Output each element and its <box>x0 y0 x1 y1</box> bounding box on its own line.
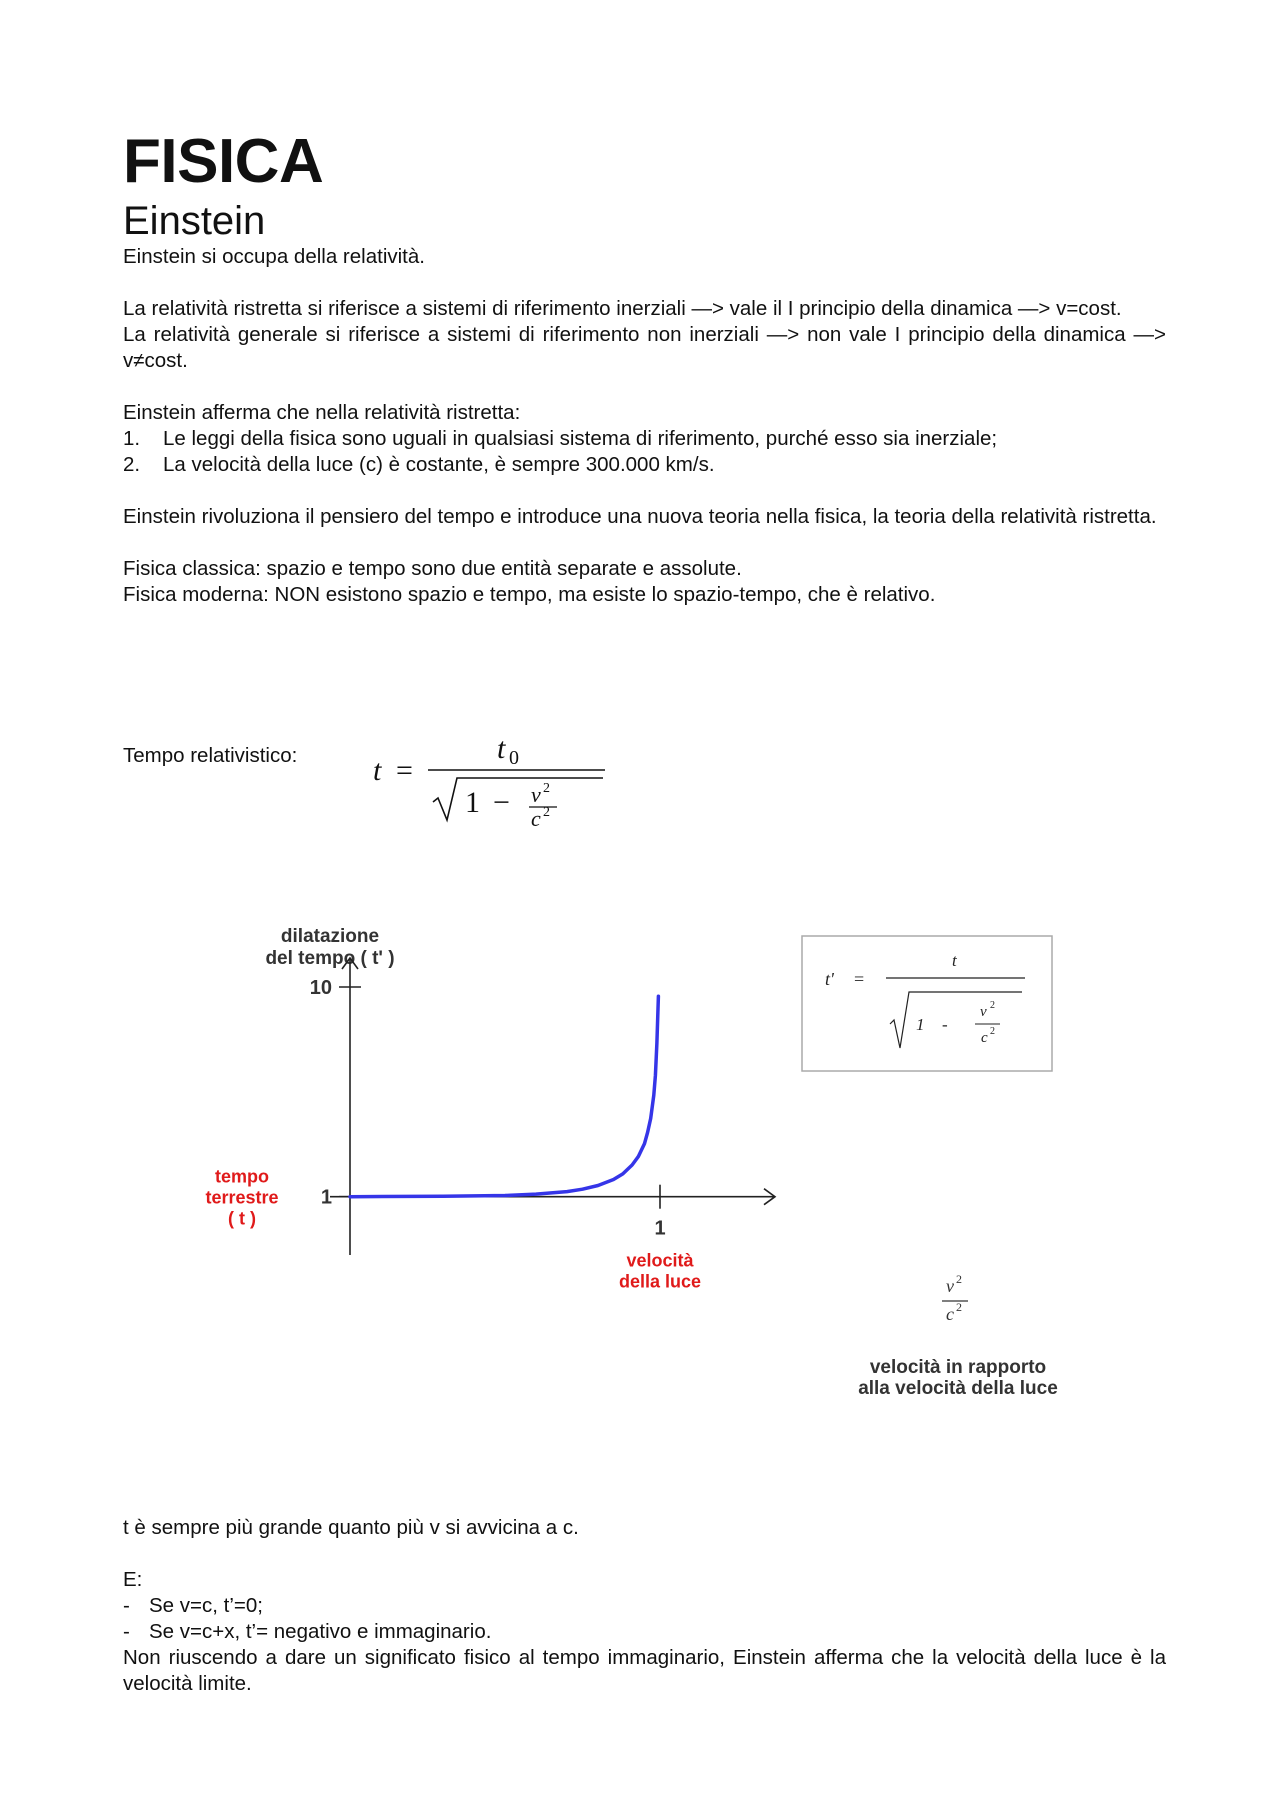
examples-list <box>123 1593 1166 1645</box>
formula-equals: = <box>396 754 413 787</box>
claims-list <box>123 426 1166 478</box>
formula-v-exp: 2 <box>543 781 550 796</box>
revolution-paragraph: Einstein rivoluziona il pensiero del tempo e introduce una nuova teoria nella fisica, la teoria della relatività ristretta. <box>123 505 1157 528</box>
series-line-0 <box>350 996 658 1196</box>
time-dilation-chart <box>200 920 1100 1440</box>
formula-minus: − <box>493 786 510 819</box>
x-axis-symbol-v-exp: 2 <box>956 1272 962 1286</box>
list-item: - Se v=c, t’=0; <box>123 1594 263 1617</box>
y-axis-label-line1: dilatazione <box>280 926 380 947</box>
final-paragraph: Non riuscendo a dare un significato fisico al tempo immaginario, Einstein afferma che la velocità della luce è la velocità limite. <box>123 1646 1166 1695</box>
x-axis-symbol <box>942 1272 968 1324</box>
page-title: FISICA <box>123 127 324 196</box>
inset-formula-equals: = <box>854 969 865 989</box>
x-axis-label-line2: alla velocità della luce <box>858 1378 1058 1399</box>
y-one-annotation-line-1: terrestre <box>205 1187 279 1208</box>
list-item: - Se v=c+x, t’= negativo e immaginario. <box>123 1620 492 1643</box>
inset-formula-c: c <box>981 1030 988 1046</box>
formula-c-exp: 2 <box>543 805 550 820</box>
inset-formula-v-exp: 2 <box>990 1000 995 1011</box>
classical-physics-line: Fisica classica: spazio e tempo sono due entità separate e assolute. <box>123 557 742 580</box>
x-axis-symbol-c-exp: 2 <box>956 1300 962 1314</box>
general-relativity-paragraph: La relatività generale si riferisce a sistemi di riferimento non inerziali —> non vale I principio della dinamica —> v≠cost. <box>123 323 1166 372</box>
y-one-annotation-line-2: ( t ) <box>228 1208 256 1229</box>
conclusion-line: t è sempre più grande quanto più v si avvicina a c. <box>123 1516 579 1539</box>
inset-formula-minus: - <box>942 1015 948 1034</box>
inset-formula-v: v <box>980 1004 987 1020</box>
formula-graphic <box>373 720 693 830</box>
formula-sqrt-sign <box>433 778 603 820</box>
x-one-annotation-line-0: velocità <box>626 1250 694 1271</box>
modern-physics-line: Fisica moderna: NON esistono spazio e tempo, ma esiste lo spazio-tempo, che è relativo. <box>123 583 936 606</box>
inset-formula-c-exp: 2 <box>990 1026 995 1037</box>
chart-axes <box>330 958 775 1255</box>
formula-c: c <box>531 806 541 830</box>
document-body <box>123 126 1166 608</box>
formula-one: 1 <box>465 786 480 819</box>
formula-numerator-subscript: 0 <box>509 747 519 769</box>
formula-label: Tempo relativistico: <box>123 744 298 767</box>
formula-lhs: t <box>373 754 382 787</box>
y-tick-label-0: 1 <box>320 1186 332 1209</box>
inset-formula-one: 1 <box>916 1015 925 1034</box>
page-subtitle: Einstein <box>123 199 266 243</box>
chart-ticks <box>310 977 666 1240</box>
x-axis-symbol-c: c <box>946 1304 954 1324</box>
x-one-annotation-line-1: della luce <box>618 1271 702 1292</box>
inset-formula-box <box>802 936 1052 1071</box>
formula-numerator: t <box>497 732 506 765</box>
claims-lead: Einstein afferma che nella relatività ristretta: <box>123 401 521 424</box>
list-item: 1. Le leggi della fisica sono uguali in qualsiasi sistema di riferimento, purché esso sia inerziale; <box>123 427 998 450</box>
example-label: E: <box>123 1568 143 1591</box>
chart-series <box>350 996 658 1196</box>
restricted-relativity-paragraph: La relatività ristretta si riferisce a sistemi di riferimento inerziali —> vale il I principio della dinamica —> v=cost. <box>123 297 1122 320</box>
inset-formula-numerator: t <box>952 951 957 970</box>
y-axis-label-line2: del tempo ( t' ) <box>265 948 395 969</box>
x-tick-label-0: 1 <box>654 1217 666 1240</box>
inset-formula-lhs: t' <box>825 969 834 989</box>
formula-v: v <box>531 782 541 807</box>
y-one-annotation-line-0: tempo <box>215 1166 269 1187</box>
relativistic-time-formula <box>123 720 823 830</box>
conclusion-section <box>123 1515 1166 1697</box>
chart-annotations <box>205 1167 701 1292</box>
list-item: 2. La velocità della luce (c) è costante, è sempre 300.000 km/s. <box>123 453 715 476</box>
x-axis-symbol-v: v <box>946 1276 954 1296</box>
intro-paragraph: Einstein si occupa della relatività. <box>123 245 425 268</box>
x-axis-label-line1: velocità in rapporto <box>869 1357 1047 1378</box>
y-tick-label-1: 10 <box>309 977 332 999</box>
